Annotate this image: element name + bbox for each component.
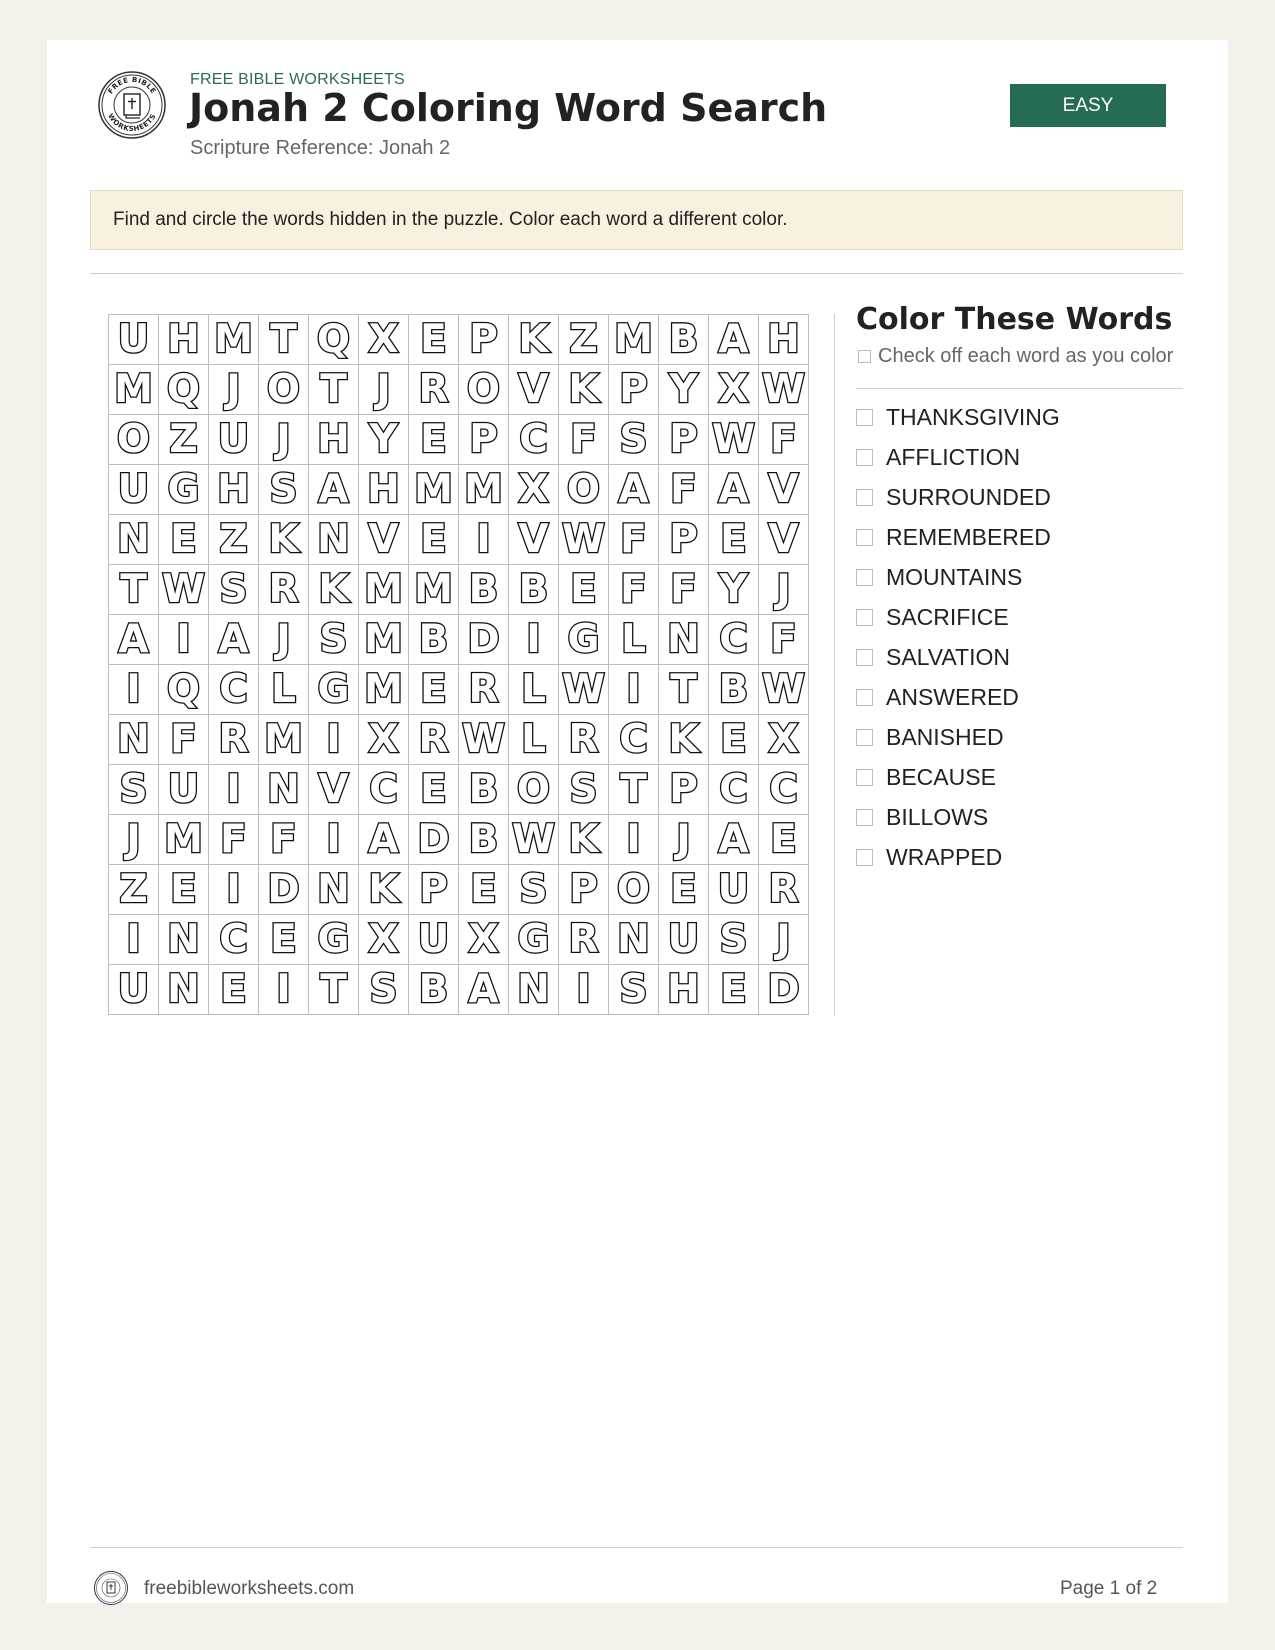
grid-cell[interactable]: U	[109, 315, 159, 365]
word-label: BECAUSE	[886, 763, 996, 790]
word-list-item	[856, 517, 1060, 557]
word-checkbox[interactable]	[856, 529, 873, 546]
word-checkbox[interactable]	[856, 769, 873, 786]
grid-cell[interactable]: U	[159, 765, 209, 815]
grid-cell[interactable]: X	[759, 715, 809, 765]
word-label: WRAPPED	[886, 843, 1003, 870]
grid-cell[interactable]: O	[559, 465, 609, 515]
grid-cell[interactable]: K	[509, 315, 559, 365]
grid-cell[interactable]: A	[109, 615, 159, 665]
grid-cell[interactable]: C	[359, 765, 409, 815]
grid-cell[interactable]: U	[709, 865, 759, 915]
grid-cell[interactable]: E	[409, 515, 459, 565]
grid-cell[interactable]: C	[209, 665, 259, 715]
grid-cell[interactable]: M	[209, 315, 259, 365]
grid-cell[interactable]: S	[609, 415, 659, 465]
grid-cell[interactable]: U	[109, 465, 159, 515]
grid-cell[interactable]: I	[459, 515, 509, 565]
grid-cell[interactable]: G	[159, 465, 209, 515]
grid-cell[interactable]: E	[159, 865, 209, 915]
word-list-item	[856, 477, 1060, 517]
word-list-item	[856, 677, 1060, 717]
grid-cell[interactable]: M	[109, 365, 159, 415]
grid-cell[interactable]: J	[259, 415, 309, 465]
grid-cell[interactable]: I	[159, 615, 209, 665]
grid-cell[interactable]: F	[759, 615, 809, 665]
bible-seal-logo-icon	[97, 70, 167, 140]
grid-cell[interactable]: D	[759, 965, 809, 1015]
grid-cell[interactable]: S	[609, 965, 659, 1015]
grid-cell[interactable]: S	[259, 465, 309, 515]
word-list-item	[856, 797, 1060, 837]
grid-cell[interactable]: H	[209, 465, 259, 515]
grid-cell[interactable]: K	[259, 515, 309, 565]
grid-cell[interactable]: M	[459, 465, 509, 515]
grid-cell[interactable]: C	[209, 915, 259, 965]
grid-cell[interactable]: A	[709, 315, 759, 365]
grid-cell[interactable]: J	[259, 615, 309, 665]
word-checkbox[interactable]	[856, 729, 873, 746]
grid-cell[interactable]: N	[309, 865, 359, 915]
grid-cell[interactable]: Z	[559, 315, 609, 365]
grid-cell[interactable]: B	[459, 815, 509, 865]
grid-cell[interactable]: C	[609, 715, 659, 765]
grid-cell[interactable]: C	[509, 415, 559, 465]
grid-cell[interactable]: M	[359, 665, 409, 715]
grid-cell[interactable]: B	[709, 665, 759, 715]
word-list-item	[856, 637, 1060, 677]
grid-cell[interactable]: S	[359, 965, 409, 1015]
grid-cell[interactable]: V	[509, 515, 559, 565]
grid-cell[interactable]: K	[559, 365, 609, 415]
grid-cell[interactable]: F	[259, 815, 309, 865]
grid-cell[interactable]: J	[759, 565, 809, 615]
grid-cell[interactable]: J	[659, 815, 709, 865]
grid-cell[interactable]: A	[359, 815, 409, 865]
grid-cell[interactable]: E	[459, 865, 509, 915]
grid-cell[interactable]: E	[709, 715, 759, 765]
word-list-item	[856, 837, 1060, 877]
word-label: THANKSGIVING	[886, 403, 1060, 430]
word-list-subtitle-text: Check off each word as you color	[878, 345, 1174, 367]
grid-cell[interactable]: M	[259, 715, 309, 765]
grid-cell[interactable]: E	[759, 815, 809, 865]
grid-cell[interactable]: I	[309, 815, 359, 865]
grid-cell[interactable]: O	[459, 365, 509, 415]
page-number: Page 1 of 2	[1060, 1578, 1158, 1599]
grid-cell[interactable]: L	[509, 715, 559, 765]
grid-cell[interactable]: I	[609, 665, 659, 715]
header-divider	[90, 273, 1183, 274]
grid-cell[interactable]: W	[509, 815, 559, 865]
grid-cell[interactable]: P	[609, 365, 659, 415]
grid-cell[interactable]: Q	[159, 365, 209, 415]
grid-cell[interactable]: P	[659, 415, 709, 465]
grid-cell[interactable]: W	[759, 365, 809, 415]
grid-cell[interactable]: M	[609, 315, 659, 365]
grid-cell[interactable]: T	[609, 765, 659, 815]
grid-cell[interactable]: E	[259, 915, 309, 965]
difficulty-badge: EASY	[1010, 84, 1166, 127]
grid-cell[interactable]: V	[759, 515, 809, 565]
word-list-title: Color These Words	[856, 302, 1173, 337]
grid-cell[interactable]: M	[409, 465, 459, 515]
grid-cell[interactable]: K	[659, 715, 709, 765]
grid-cell[interactable]: X	[359, 715, 409, 765]
grid-cell[interactable]: X	[359, 915, 409, 965]
grid-cell[interactable]: P	[659, 765, 709, 815]
grid-cell[interactable]: E	[559, 565, 609, 615]
grid-cell[interactable]: W	[759, 665, 809, 715]
grid-cell[interactable]: W	[709, 415, 759, 465]
grid-cell[interactable]: Z	[109, 865, 159, 915]
grid-cell[interactable]: I	[609, 815, 659, 865]
grid-cell[interactable]: P	[559, 865, 609, 915]
grid-cell[interactable]: I	[109, 915, 159, 965]
word-checkbox[interactable]	[856, 409, 873, 426]
grid-cell[interactable]: R	[409, 365, 459, 415]
scripture-reference: Scripture Reference: Jonah 2	[190, 137, 451, 159]
grid-cell[interactable]: N	[159, 965, 209, 1015]
grid-cell[interactable]: U	[109, 965, 159, 1015]
grid-cell[interactable]: T	[259, 315, 309, 365]
grid-cell[interactable]: I	[209, 865, 259, 915]
grid-cell[interactable]: V	[309, 765, 359, 815]
word-list-subtitle	[858, 345, 1173, 368]
word-list-divider	[856, 388, 1183, 389]
grid-cell[interactable]: I	[259, 965, 309, 1015]
grid-cell[interactable]: F	[659, 465, 709, 515]
word-checkbox[interactable]	[856, 609, 873, 626]
grid-cell[interactable]: Y	[709, 565, 759, 615]
grid-cell[interactable]: N	[159, 915, 209, 965]
grid-cell[interactable]: I	[209, 765, 259, 815]
grid-cell[interactable]: Q	[309, 315, 359, 365]
grid-cell[interactable]: S	[109, 765, 159, 815]
grid-cell[interactable]: U	[409, 915, 459, 965]
grid-cell[interactable]: A	[709, 465, 759, 515]
grid-cell[interactable]: W	[559, 515, 609, 565]
word-label: SURROUNDED	[886, 483, 1051, 510]
grid-cell[interactable]: J	[109, 815, 159, 865]
grid-cell[interactable]: R	[759, 865, 809, 915]
grid-cell[interactable]: N	[309, 515, 359, 565]
grid-cell[interactable]: R	[559, 715, 609, 765]
word-checkbox[interactable]	[856, 649, 873, 666]
grid-cell[interactable]: M	[359, 565, 409, 615]
grid-cell[interactable]: P	[459, 415, 509, 465]
grid-cell[interactable]: X	[709, 365, 759, 415]
grid-cell[interactable]: M	[159, 815, 209, 865]
grid-cell[interactable]: H	[309, 415, 359, 465]
grid-cell[interactable]: S	[709, 915, 759, 965]
grid-cell[interactable]: N	[609, 915, 659, 965]
grid-cell[interactable]: E	[409, 665, 459, 715]
word-checkbox[interactable]	[856, 809, 873, 826]
grid-cell[interactable]: W	[559, 665, 609, 715]
grid-cell[interactable]: I	[309, 715, 359, 765]
grid-cell[interactable]: X	[459, 915, 509, 965]
word-label: AFFLICTION	[886, 443, 1021, 470]
word-list-item	[856, 557, 1060, 597]
grid-cell[interactable]: F	[609, 565, 659, 615]
grid-cell[interactable]: T	[659, 665, 709, 715]
grid-cell[interactable]: B	[459, 565, 509, 615]
grid-cell[interactable]: X	[359, 315, 409, 365]
grid-cell[interactable]: R	[259, 565, 309, 615]
grid-cell[interactable]: G	[559, 615, 609, 665]
grid-cell[interactable]: N	[109, 515, 159, 565]
grid-cell[interactable]: R	[559, 915, 609, 965]
word-checkbox[interactable]	[856, 449, 873, 466]
worksheet-page	[47, 40, 1228, 1603]
grid-cell[interactable]: F	[759, 415, 809, 465]
grid-cell[interactable]: K	[559, 815, 609, 865]
grid-cell[interactable]: B	[409, 615, 459, 665]
grid-cell[interactable]: S	[559, 765, 609, 815]
grid-cell[interactable]: S	[509, 865, 559, 915]
column-divider	[834, 314, 835, 1016]
grid-cell[interactable]: A	[309, 465, 359, 515]
grid-cell[interactable]: R	[409, 715, 459, 765]
grid-cell[interactable]: M	[409, 565, 459, 615]
brand-name: FREE BIBLE WORKSHEETS	[190, 71, 405, 88]
grid-cell[interactable]: S	[209, 565, 259, 615]
grid-cell[interactable]: B	[509, 565, 559, 615]
word-label: BANISHED	[886, 723, 1004, 750]
grid-cell[interactable]: S	[309, 615, 359, 665]
grid-cell[interactable]: D	[259, 865, 309, 915]
grid-cell[interactable]: L	[259, 665, 309, 715]
svg-text:FREE BIBLE: FREE BIBLE	[106, 75, 158, 96]
word-list-item	[856, 397, 1060, 437]
word-checkbox[interactable]	[856, 849, 873, 866]
grid-cell[interactable]: F	[659, 565, 709, 615]
grid-cell[interactable]: G	[509, 915, 559, 965]
grid-cell[interactable]: D	[409, 815, 459, 865]
grid-cell[interactable]: W	[159, 565, 209, 615]
grid-cell[interactable]: Z	[209, 515, 259, 565]
footer-divider	[90, 1547, 1183, 1548]
grid-cell[interactable]: J	[359, 365, 409, 415]
grid-cell[interactable]: I	[109, 665, 159, 715]
grid-cell[interactable]: A	[459, 965, 509, 1015]
grid-cell[interactable]: E	[409, 415, 459, 465]
grid-cell[interactable]: L	[609, 615, 659, 665]
grid-cell[interactable]: N	[509, 965, 559, 1015]
footer-logo-icon	[93, 1570, 129, 1606]
word-list-item	[856, 757, 1060, 797]
grid-cell[interactable]: V	[759, 465, 809, 515]
grid-cell[interactable]: P	[409, 865, 459, 915]
grid-cell[interactable]: E	[409, 315, 459, 365]
grid-cell[interactable]: T	[309, 965, 359, 1015]
grid-cell[interactable]: I	[559, 965, 609, 1015]
grid-cell[interactable]: F	[159, 715, 209, 765]
word-label: SACRIFICE	[886, 603, 1009, 630]
grid-cell[interactable]: O	[109, 415, 159, 465]
grid-cell[interactable]: E	[159, 515, 209, 565]
grid-cell[interactable]: G	[309, 915, 359, 965]
grid-cell[interactable]: U	[659, 915, 709, 965]
grid-cell[interactable]: Y	[659, 365, 709, 415]
grid-cell[interactable]: Z	[159, 415, 209, 465]
grid-cell[interactable]: R	[459, 665, 509, 715]
grid-cell[interactable]: D	[459, 615, 509, 665]
instructions-box: Find and circle the words hidden in the puzzle. Color each word a different color.	[90, 190, 1183, 250]
checkbox-icon	[858, 350, 871, 363]
grid-cell[interactable]: A	[609, 465, 659, 515]
footer-website: freebibleworksheets.com	[144, 1578, 355, 1599]
grid-cell[interactable]: B	[409, 965, 459, 1015]
grid-cell[interactable]: N	[109, 715, 159, 765]
grid-cell[interactable]: J	[759, 915, 809, 965]
word-list-item	[856, 717, 1060, 757]
grid-cell[interactable]: K	[359, 865, 409, 915]
grid-cell[interactable]: C	[709, 765, 759, 815]
grid-cell[interactable]: H	[159, 315, 209, 365]
grid-cell[interactable]: I	[509, 615, 559, 665]
grid-cell[interactable]: A	[709, 815, 759, 865]
grid-cell[interactable]: F	[559, 415, 609, 465]
grid-cell[interactable]: N	[659, 615, 709, 665]
grid-cell[interactable]: M	[359, 615, 409, 665]
grid-cell[interactable]: P	[659, 515, 709, 565]
grid-cell[interactable]: Q	[159, 665, 209, 715]
word-list-item	[856, 437, 1060, 477]
grid-cell[interactable]: G	[309, 665, 359, 715]
grid-cell[interactable]: T	[309, 365, 359, 415]
page-title: Jonah 2 Coloring Word Search	[189, 86, 828, 130]
grid-cell[interactable]: C	[759, 765, 809, 815]
grid-cell[interactable]: V	[509, 365, 559, 415]
grid-cell[interactable]: V	[359, 515, 409, 565]
grid-cell[interactable]: O	[259, 365, 309, 415]
grid-cell[interactable]: H	[759, 315, 809, 365]
word-label: ANSWERED	[886, 683, 1019, 710]
grid-cell[interactable]: E	[709, 515, 759, 565]
grid-cell[interactable]: E	[209, 965, 259, 1015]
word-checkbox[interactable]	[856, 489, 873, 506]
grid-cell[interactable]: N	[259, 765, 309, 815]
grid-cell[interactable]: F	[609, 515, 659, 565]
word-search-grid[interactable]	[108, 314, 809, 1015]
grid-cell[interactable]: H	[659, 965, 709, 1015]
grid-cell[interactable]: W	[459, 715, 509, 765]
grid-cell[interactable]: K	[309, 565, 359, 615]
grid-cell[interactable]: E	[409, 765, 459, 815]
word-list-item	[856, 597, 1060, 637]
grid-cell[interactable]: J	[209, 365, 259, 415]
grid-cell[interactable]: R	[209, 715, 259, 765]
grid-cell[interactable]: B	[659, 315, 709, 365]
grid-cell[interactable]: O	[509, 765, 559, 815]
grid-cell[interactable]: O	[609, 865, 659, 915]
word-checkbox[interactable]	[856, 569, 873, 586]
word-label: SALVATION	[886, 643, 1010, 670]
word-checkbox[interactable]	[856, 689, 873, 706]
grid-cell[interactable]: Y	[359, 415, 409, 465]
grid-cell[interactable]: H	[359, 465, 409, 515]
svg-text:WORKSHEETS: WORKSHEETS	[106, 112, 158, 134]
grid-cell[interactable]: B	[459, 765, 509, 815]
grid-cell[interactable]: U	[209, 415, 259, 465]
grid-cell[interactable]: C	[709, 615, 759, 665]
word-label: MOUNTAINS	[886, 563, 1023, 590]
word-label: REMEMBERED	[886, 523, 1051, 550]
word-label: BILLOWS	[886, 803, 989, 830]
grid-cell[interactable]: E	[659, 865, 709, 915]
grid-cell[interactable]: P	[459, 315, 509, 365]
word-list	[856, 397, 1060, 877]
grid-cell[interactable]: A	[209, 615, 259, 665]
grid-cell[interactable]: E	[709, 965, 759, 1015]
grid-cell[interactable]: L	[509, 665, 559, 715]
grid-cell[interactable]: X	[509, 465, 559, 515]
grid-cell[interactable]: F	[209, 815, 259, 865]
grid-cell[interactable]: T	[109, 565, 159, 615]
